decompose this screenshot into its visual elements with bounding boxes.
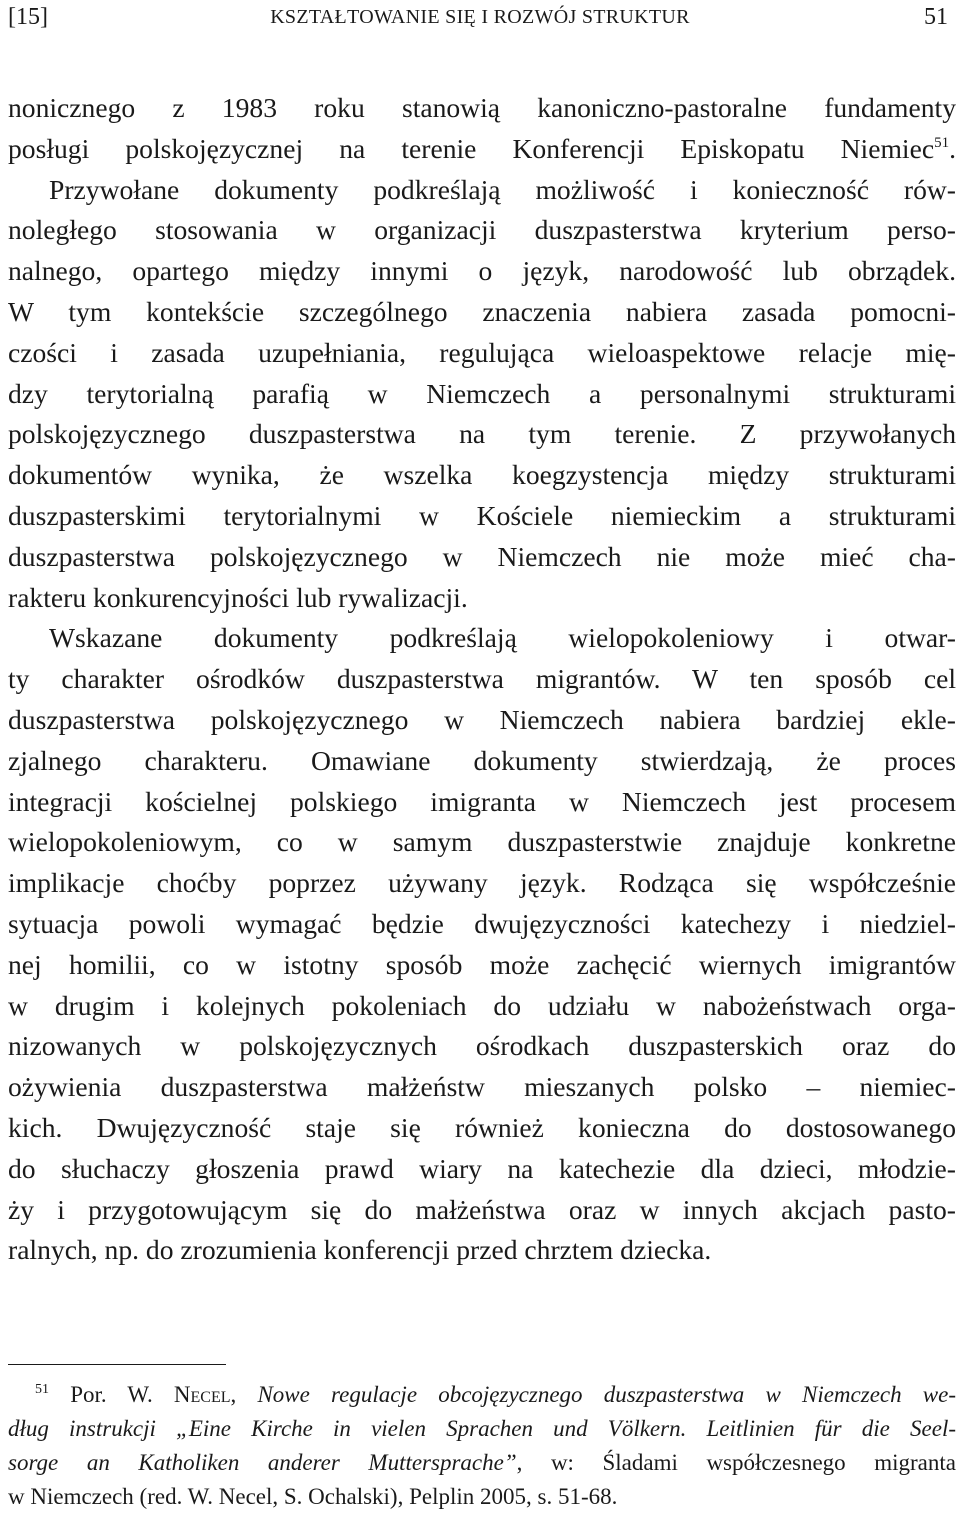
body-line: kich. Dwujęzyczność staje się również konieczna do dostosowanego [8, 1111, 956, 1143]
body-line: rakteru konkurencyjności lub rywalizacji. [8, 581, 468, 613]
body-line: Wskazane dokumenty podkreślają wielopokoleniowy i otwar- [49, 622, 956, 654]
body-line: nizowanych w polskojęzycznych ośrodkach duszpasterskich oraz do [8, 1030, 956, 1062]
footnote-number: 51 [35, 1382, 49, 1397]
footnote-title: sorge an Katholiken anderer Muttersprache” [8, 1450, 517, 1475]
footnote-line [8, 1446, 956, 1480]
body-line: implikacje choćby poprzez używany język. Rodząca się współcześnie [8, 867, 956, 899]
footnote-line: w Niemczech (red. W. Necel, S. Ochalski), Pelplin 2005, s. 51-68. [8, 1484, 618, 1509]
body-line: Przywołane dokumenty podkreślają możliwość i konieczność rów- [49, 173, 956, 205]
body-line: zjalnego charakteru. Omawiane dokumenty stwierdzają, że proces [8, 744, 956, 776]
footnote-lead: Por. W. [70, 1382, 174, 1407]
body-line: wielopokoleniowym, co w samym duszpasterstwie znajduje konkretne [8, 826, 956, 858]
body-line: dzy terytorialną parafią w Niemczech a personalnymi strukturami [8, 377, 956, 409]
footnote-source: , w: Śladami współczesnego migranta [516, 1450, 956, 1475]
footnote-line [8, 1412, 956, 1446]
body-line: duszpasterstwa polskojęzycznego w Niemczech nie może mieć cha- [8, 540, 956, 572]
body-line: ty charakter ośrodków duszpasterstwa migrantów. W ten sposób cel [8, 663, 956, 695]
footnote-author: Necel [173, 1382, 231, 1407]
section-number: [15] [8, 4, 48, 30]
page-number: 51 [924, 4, 948, 30]
footnote-title: Nowe regulacje obcojęzycznego duszpasterstwa w Niemczech we- [257, 1382, 956, 1407]
body-line: duszpasterskimi terytorialnymi w Kościele niemieckim a strukturami [8, 499, 956, 531]
running-title: KSZTAŁTOWANIE SIĘ I ROZWÓJ STRUKTUR [270, 6, 690, 28]
footnote-separator [8, 1364, 226, 1365]
body-line: sytuacja powoli wymagać będzie dwujęzyczności katechezy i niedziel- [8, 907, 956, 939]
body-line: polskojęzycznego duszpasterstwa na tym terenie. Z przywołanych [8, 418, 956, 450]
body-line: integracji kościelnej polskiego imigranta w Niemczech jest procesem [8, 785, 956, 817]
footnote-line: $^{51}$ Por. W. Necel, Nowe regulacje obcojęzycznego duszpasterstwa w Niemczech we- [35, 1382, 956, 1407]
body-line: ralnych, np. do zrozumienia konferencji przed chrztem dziecka. [8, 1234, 712, 1266]
running-header [8, 0, 952, 40]
body-line: do słuchaczy głoszenia prawd wiary na katechezie dla dzieci, młodzie- [8, 1152, 956, 1184]
body-line: nalnego, opartego między innymi o język, narodowość lub obrządek. [8, 255, 956, 287]
sentence-end: . [949, 132, 956, 164]
body-line-text: posługi polskojęzycznej na terenie Konferencji Episkopatu Niemiec [8, 132, 935, 164]
body-line: ży i przygotowującym się do małżeństwa oraz w innych akcjach pasto- [8, 1193, 956, 1225]
body-line [8, 129, 956, 170]
body-line: czości i zasada uzupełniania, regulująca wieloaspektowe relacje mię- [8, 336, 956, 368]
body-line: noległego stosowania w organizacji duszpasterstwa kryterium perso- [8, 214, 956, 246]
footnote-reference: 51 [934, 134, 950, 151]
body-line: W tym kontekście szczególnego znaczenia nabiera zasada pomocni- [8, 295, 956, 327]
body-line: nonicznego z 1983 roku stanowią kanoniczno-pastoralne fundamenty [8, 92, 956, 123]
body-text [8, 88, 956, 1271]
body-line: duszpasterstwa polskojęzycznego w Niemczech nabiera bardziej ekle- [8, 703, 956, 735]
footnote [8, 1378, 956, 1514]
body-line: ożywienia duszpasterstwa małżeństw mieszanych polsko – niemiec- [8, 1071, 956, 1103]
body-line: dokumentów wynika, że wszelka koegzystencja między strukturami [8, 459, 956, 491]
footnote-title: dług instrukcji „Eine Kirche in vielen Sprachen und Völkern. Leitlinien für die Seel- [8, 1416, 956, 1441]
body-line: nej homilii, co w istotny sposób może zachęcić wiernych imigrantów [8, 948, 956, 980]
body-line: w drugim i kolejnych pokoleniach do udziału w nabożeństwach orga- [8, 989, 956, 1021]
